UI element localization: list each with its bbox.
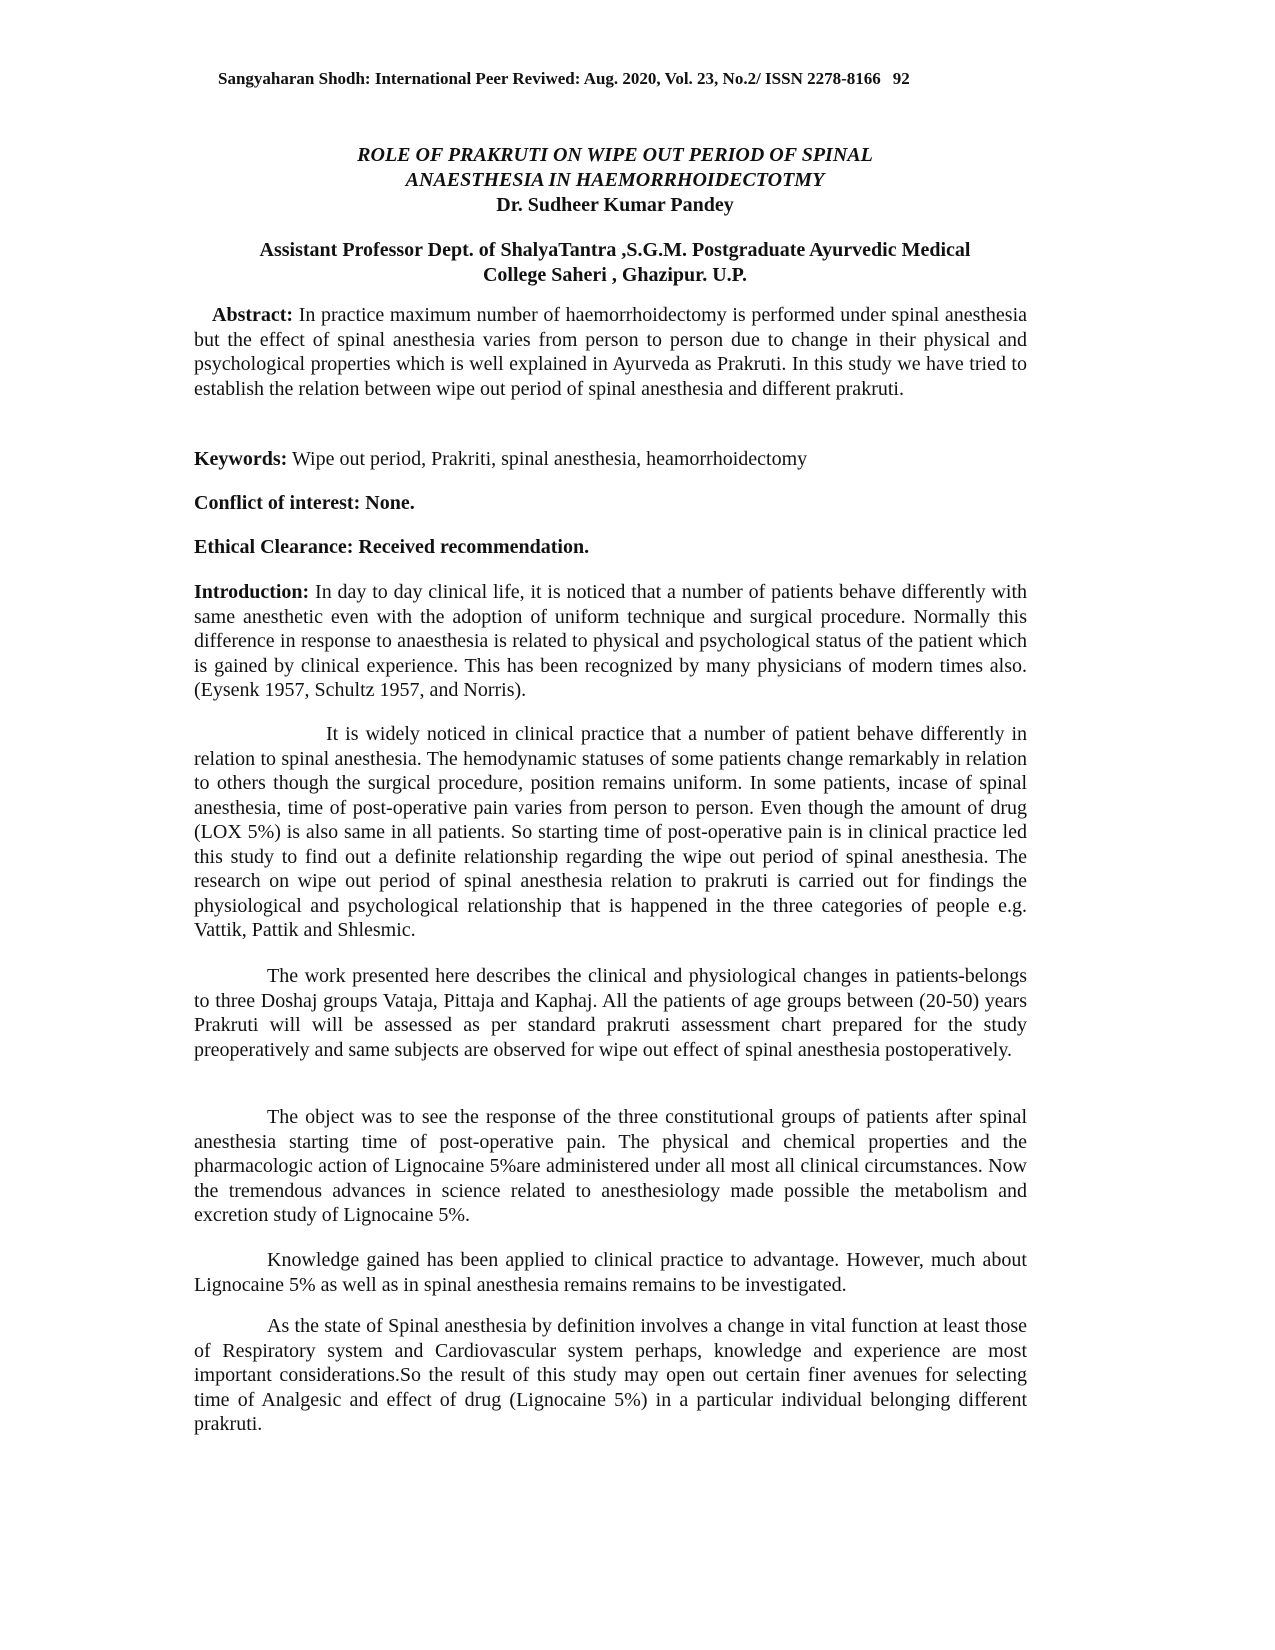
body-paragraph-5 — [194, 1248, 1027, 1297]
journal-citation: Sangyaharan Shodh: International Peer Reviwed: Aug. 2020, Vol. 23, No.2/ ISSN 2278-8166 — [218, 69, 881, 88]
abstract-text: In practice maximum number of haemorrhoidectomy is performed under spinal anesthesia but the effect of spinal anesthesia varies from person to person due to change in their physical and psychological properties which is well explained in Ayurveda as Prakruti. In this study we have tried to establish the relation between wipe out period of spinal anesthesia and different prakruti. — [194, 304, 1028, 400]
body-paragraph-4 — [194, 1105, 1027, 1228]
author-affiliation — [190, 238, 1040, 288]
paragraph-text: The object was to see the response of the three constitutional groups of patients after spinal anesthesia starting time of post-operative pain. The physical and chemical properties and the pharmacologic action of Lignocaine 5%are administered under all most all clinical circumstances. Now the tremendous advances in science related to anesthesiology made possible the metabolism and excretion study of Lignocaine 5%. — [194, 1106, 1027, 1226]
article-title-line-2: ANAESTHESIA IN HAEMORRHOIDECTOTMY — [405, 169, 825, 191]
keywords-label: Keywords: — [194, 448, 288, 470]
running-header — [218, 69, 1018, 89]
paragraph-text: As the state of Spinal anesthesia by definition involves a change in vital function at least those of Respiratory system and Cardiovascular system perhaps, knowledge and experience are most important considerations.So the result of this study may open out certain finer avenues for selecting time of Analgesic and effect of drug (Lignocaine 5%) in a particular individual belonging different prakruti. — [194, 1315, 1027, 1435]
conflict-text: Conflict of interest: None. — [194, 492, 415, 514]
article-title-line-1: ROLE OF PRAKRUTI ON WIPE OUT PERIOD OF SPINAL — [357, 144, 873, 166]
abstract-section — [194, 303, 1027, 401]
conflict-of-interest — [194, 491, 1027, 516]
body-paragraph-2 — [194, 722, 1027, 943]
page-number: 92 — [892, 69, 910, 88]
introduction-label: Introduction: — [194, 581, 310, 603]
paragraph-text: Knowledge gained has been applied to clinical practice to advantage. However, much about Lignocaine 5% as well as in spinal anesthesia remains remains to be investigated. — [194, 1249, 1027, 1296]
introduction-paragraph — [194, 580, 1027, 703]
introduction-section — [194, 580, 1027, 703]
ethical-clearance — [194, 535, 1027, 560]
affiliation-line-1: Assistant Professor Dept. of ShalyaTantra ,S.G.M. Postgraduate Ayurvedic Medical — [259, 239, 971, 261]
body-paragraph-6 — [194, 1314, 1027, 1437]
abstract-label: Abstract: — [212, 304, 294, 326]
keywords-text: Wipe out period, Prakriti, spinal anesthesia, heamorrhoidectomy — [291, 448, 808, 470]
title-block — [190, 143, 1040, 218]
paragraph-text: It is widely noticed in clinical practice that a number of patient behave differently in relation to spinal anesthesia. The hemodynamic statuses of some patients change remarkably in relation to others though the surgical procedure, position remains uniform. In some patients, incase of spinal anesthesia, time of post-operative pain varies from person to person. Even though the amount of drug (LOX 5%) is also same in all patients. So starting time of post-operative pain is in clinical practice led this study to find out a definite relationship regarding the wipe out period of spinal anesthesia. The research on wipe out period of spinal anesthesia relation to prakruti is carried out for findings the physiological and psychological relationship that is happened in the three categories of people e.g. Vattik, Pattik and Shlesmic. — [194, 723, 1027, 941]
affiliation-line-2: College Saheri , Ghazipur. U.P. — [482, 264, 748, 286]
keywords-paragraph — [194, 447, 1027, 472]
keywords-section — [194, 447, 1027, 472]
paragraph-text: The work presented here describes the clinical and physiological changes in patients-belongs to three Doshaj groups Vataja, Pittaja and Kaphaj. All the patients of age groups between (20-50) years Prakruti will will be assessed as per standard prakruti assessment chart prepared for the study preoperatively and same subjects are observed for wipe out effect of spinal anesthesia postoperatively. — [194, 965, 1027, 1061]
abstract-paragraph — [194, 303, 1027, 401]
author-name: Dr. Sudheer Kumar Pandey — [496, 194, 734, 216]
introduction-text: In day to day clinical life, it is noticed that a number of patients behave differently with same anesthetic even with the adoption of uniform technique and surgical procedure. Normally this difference in response to anaesthesia is related to physical and psychological status of the patient which is gained by clinical experience. This has been recognized by many physicians of modern times also. (Eysenk 1957, Schultz 1957, and Norris). — [194, 581, 1028, 701]
body-paragraph-3 — [194, 964, 1027, 1062]
ethical-text: Ethical Clearance: Received recommendation. — [194, 536, 590, 558]
